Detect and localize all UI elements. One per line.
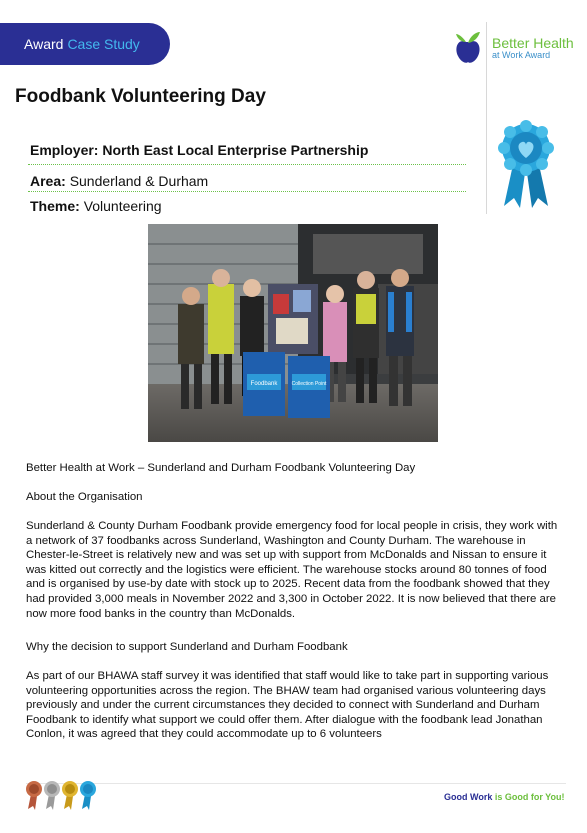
why-paragraph: As part of our BHAWA staff survey it was identified that staff would like to take part in supporting various volunteering opportunities across the region. The BHAW team had organised various volunteering days previously and under the current circumstances they decided to connect with Sunderland and Durham Foodbank to identify what support we could offer them. After dialogue with the foodbank lead Jonathan Conlon, it was agreed that they could accommodate up to 6 volunteers <box>26 670 549 741</box>
tagline-part2: is Good for You! <box>494 792 565 802</box>
banner-case-study-text: Case Study <box>67 36 140 52</box>
area-line <box>30 173 208 189</box>
footer-divider <box>26 783 566 784</box>
about-paragraph: Sunderland & County Durham Foodbank provide emergency food for local people in crisis, they work with a network of 37 foodbanks across Sunderland, Washington and County Durham. The warehouse in Chester-le-Street is relatively new and was set up with support from McDonalds and Nissan to ensure it was kitted out correctly and the logistics were efficient. The warehouse stocks around 80 tonnes of food and is organised by use-by date with stock up to 2025. Recent data from the foodbank showed that they had provided 3,000 meals in November 2022 and 3,300 in October 2022. It is now believed that there are now more food banks in the country than McDonalds. <box>26 520 558 620</box>
divider <box>486 22 487 214</box>
footer-tagline <box>444 792 565 802</box>
dotted-divider <box>28 164 466 165</box>
employer-line: Employer: North East Local Enterprise Partnership <box>30 142 369 158</box>
area-label: Area: <box>30 173 66 189</box>
theme-label: Theme: <box>30 198 80 214</box>
award-rosette-icon <box>496 120 556 210</box>
volunteers-photo <box>148 224 438 442</box>
banner-award-text: Award <box>24 36 64 52</box>
logo-title: Better Health <box>492 35 574 51</box>
logo-subtitle: at Work Award <box>492 50 551 60</box>
theme-line <box>30 198 162 214</box>
collection-point-sign-text: Collection Point <box>291 381 327 387</box>
section-heading-why: Why the decision to support Sunderland and Durham Foodbank <box>26 641 348 653</box>
area-value: Sunderland & Durham <box>69 173 209 189</box>
tagline-part1: Good Work <box>444 792 495 802</box>
page-title: Foodbank Volunteering Day <box>15 86 266 107</box>
award-case-study-banner <box>0 23 170 65</box>
foodbank-sign-text: Foodbank <box>250 381 278 387</box>
body-heading-line: Better Health at Work – Sunderland and Durham Foodbank Volunteering Day <box>26 462 416 474</box>
section-heading-about: About the Organisation <box>26 491 143 503</box>
award-medals-icon <box>26 780 106 810</box>
dotted-divider <box>28 191 466 192</box>
apple-leaf-icon <box>452 28 484 68</box>
theme-value: Volunteering <box>83 198 162 214</box>
